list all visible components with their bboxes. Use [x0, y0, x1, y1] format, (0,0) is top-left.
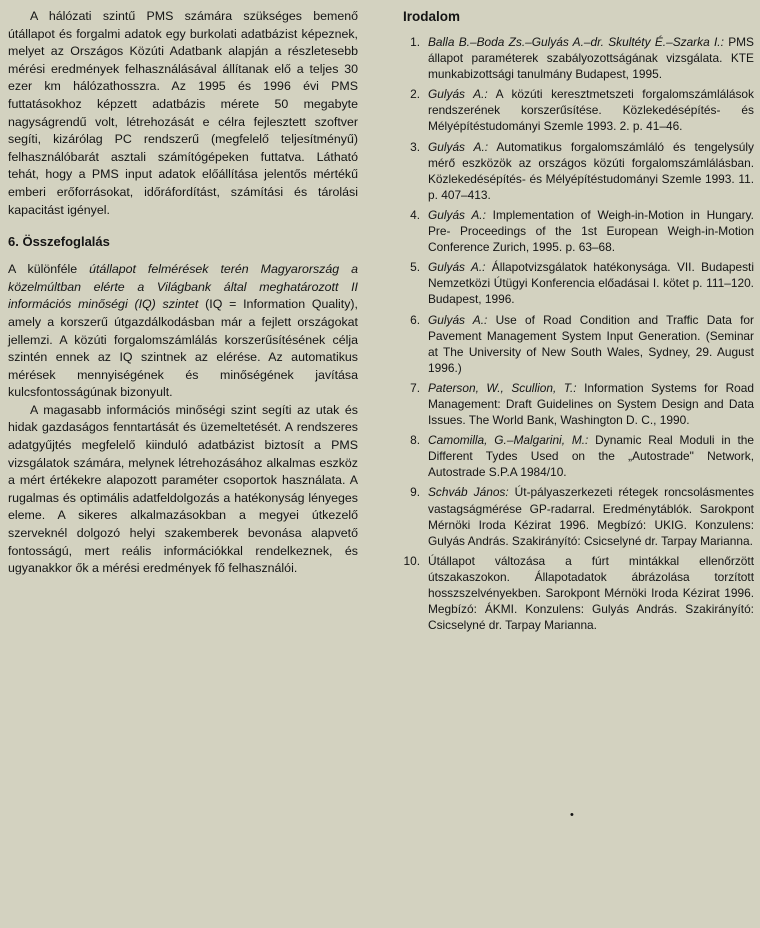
reference-item [400, 484, 754, 548]
reference-text: Út-pályaszerkezeti rétegek roncsolásmentes vastagságmérése GP-radarral. Eredménytáblók. Sarokpont Mérnöki Iroda Kézirat 1996. Megbízó: UKIG. Konzulens: Gulyás András. Szakirányító: Csicselyné dr. Tarpay Marianna. [428, 485, 754, 548]
reference-text: PMS állapot paraméterek szabályozottságának vizsgálata. KTE munkabizottsági tanulmány Budapest, 1995. [428, 35, 754, 82]
reference-text: Implementation of Weigh-in-Motion in Hungary. Pre- Proceedings of the 1st European Weigh-in-Motion Conference Zurich, 1995. p. 63–68. [428, 207, 754, 255]
right-column [400, 8, 754, 637]
paragraph-summary-2: A magasabb információs minőségi szint segíti az utak és hidak gazdaságos fenntartását és üzemeltetését. A rendszeres adatgyűjtés megfelelő kiinduló adatbázist biztosít a PMS vizsgálatok számára, melynek létrehozásához alkalmas eszköz a mért értékekre alapozott paraméter csoportok használata. A rugalmas és optimális adatfeldolgozás a hatékonyság lényeges eleme. A sikeres alkalmazásokban a megyei útkezelő szerveknél dolgozó helyi szakemberek bevonása alapvető fontosságú, mert reális információkkal rendelkeznek, és ugyanakkor ők a mérési eredmények fő felhasználói. [8, 402, 358, 576]
reference-author: Gulyás A.: [428, 139, 489, 154]
reference-author: Gulyás A.: [428, 260, 486, 275]
reference-list [400, 34, 754, 633]
reference-number: 3. [410, 139, 420, 154]
reference-author: Gulyás A.: [428, 87, 488, 102]
references-title: Irodalom [403, 9, 461, 24]
reference-item [400, 432, 754, 480]
reference-number: 4. [410, 207, 420, 222]
reference-number: 9. [410, 485, 420, 500]
reference-author: Gulyás A.: [428, 207, 486, 222]
reference-text: Dynamic Real Moduli in the Different Tydes Used on the „Autostrade" Network, Autostrade S.P.A 1984/10. [428, 433, 754, 480]
reference-text: A közúti keresztmetszeti forgalomszámlálások rendszerének korszerűsítése. Közlekedésépítés- és Mélyépítéstudományi Szemle 1993. 2. p. 41–46. [428, 87, 754, 134]
reference-number: 10. [403, 553, 420, 568]
reference-item [400, 207, 754, 255]
section-heading-summary: 6. Összefoglalás [8, 234, 110, 250]
bullet-mark: • [570, 809, 574, 821]
paragraph-pms-data: A hálózati szintű PMS számára szükséges bemenő útállapot és forgalmi adatok egy burkolati adatbázist képeznek, melyet az Országos Közúti Adatbank alapján a részletesebb mérési eredmények felhasználásával állítanak elő a teljes 30 ezer km hálózathosszra. Az 1995 és 1996 évi PMS futtatásokhoz képzett adatbázis mérete 50 megabyte nagyságrendű volt, létrehozását e célra fejlesztett szoftver segíti, kizárólag PC rendszerű (megfelelő teljesítményű) felhasználóbarát asztali számítógépeken futtatva. Látható tehát, hogy a PMS input adatok előállítása jelentős mértékű emberi erőforrásokat, időráfordítást, számítási és tárolási kapacitást igényel. [8, 9, 358, 217]
summary-text-start: A különféle [8, 262, 90, 277]
reference-number: 5. [410, 260, 420, 275]
summary-emphasis: útállapot felmérések terén Magyarország a közelmúltban elérte a Világbank által meghatározott II információs minőségi (IQ) szintet [8, 262, 358, 312]
reference-text: Automatikus forgalomszámláló és tengelysúly mérő eszközök az országos közúti forgalomszámlálásban. Közlekedésépítés- és Mélyépítéstudományi Szemle 1993. 11. p. 407–413. [428, 139, 754, 202]
reference-text: Use of Road Condition and Traffic Data for Pavement Management System Input Generation. (Seminar at The University of New South Wales, Sydney, 29. August 1996.) [428, 312, 754, 375]
reference-number: 1. [410, 35, 420, 49]
reference-text: Information Systems for Road Management: Draft Guidelines on System Design and Data Issues. The World Bank, Washington D. C., 1990. [428, 380, 754, 428]
reference-number: 2. [410, 87, 420, 102]
reference-author: Balla B.–Boda Zs.–Gulyás A.–dr. Skultéty É.–Szarka I.: [428, 35, 724, 49]
reference-number: 6. [410, 312, 420, 327]
reference-text: Útállapot változása a fúrt mintákkal ellenőrzött útszakaszokon. Állapotadatok ábrázolása torzított hosszszelvényekben. Sarokpont Mérnöki Iroda Kézirat 1996. Megbízó: ÁKMI. Konzulens: Gulyás András. Szakirányító: Csicselyné dr. Tarpay Marianna. [428, 553, 754, 633]
summary-text-end: (IQ = Information Quality), amely a korszerű útgazdálkodásban már a fejlett országokat jellemzi. A közúti forgalomszámlálás korszerűsítésének célja szintén ennek az IQ szintnek az elérése. Az automatikus mérések mennyiségének és minőségének javítása kulcsfontosságúnak bizonyult. [8, 297, 358, 400]
reference-item [400, 380, 754, 428]
reference-number: 8. [410, 433, 420, 448]
reference-item [400, 86, 754, 134]
reference-author: Gulyás A.: [428, 312, 488, 327]
reference-item [400, 34, 754, 82]
reference-author: Camomilla, G.–Malgarini, M.: [428, 433, 589, 448]
reference-item [400, 139, 754, 203]
reference-item [400, 553, 754, 633]
reference-item [400, 259, 754, 307]
reference-text: Állapotvizsgálatok hatékonysága. VII. Budapesti Nemzetközi Útügyi Konferencia előadásai I. kötet p. 111–120. Budapest, 1996. [428, 260, 754, 307]
reference-number: 7. [410, 380, 420, 395]
paragraph-summary-1 [8, 261, 358, 402]
left-column [8, 8, 358, 578]
reference-author: Schváb János: [428, 485, 509, 500]
reference-item [400, 312, 754, 376]
reference-author: Paterson, W., Scullion, T.: [428, 380, 577, 395]
